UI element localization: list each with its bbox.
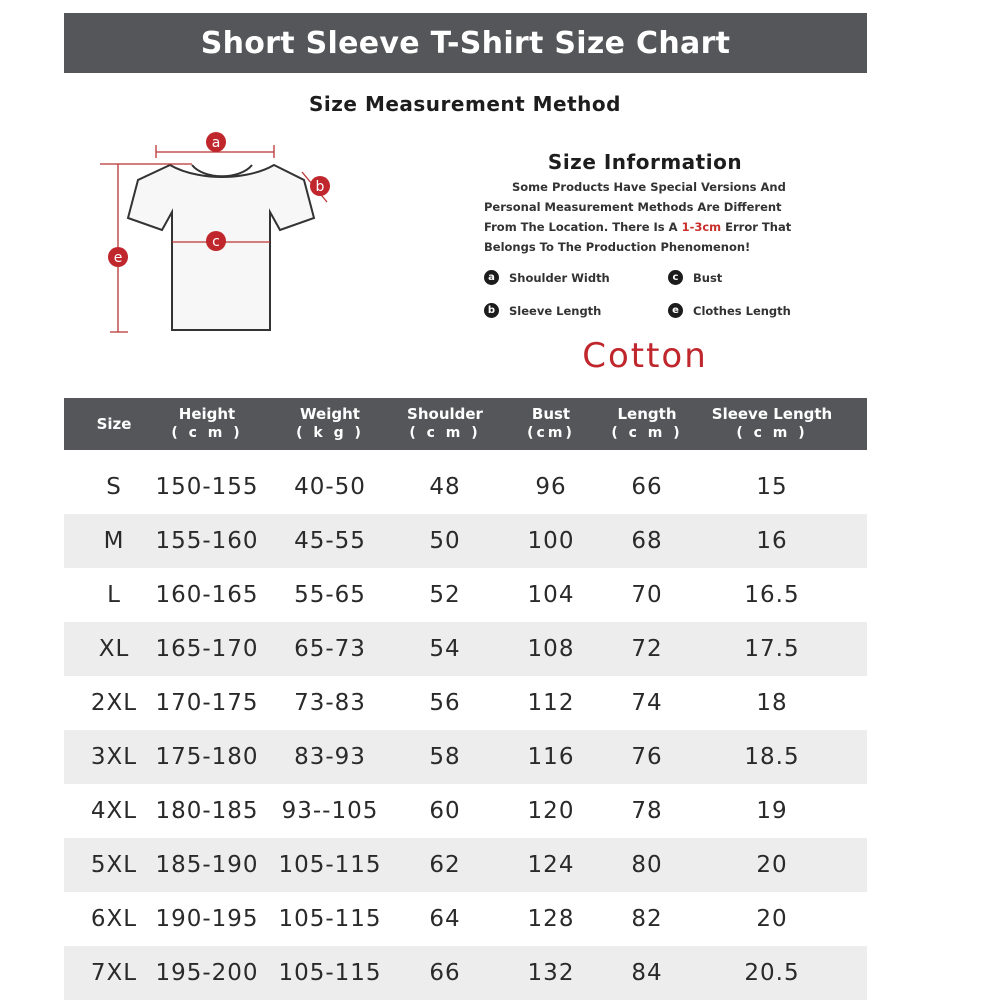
legend-sleeve-length: b Sleeve Length [484, 303, 601, 318]
table-cell: 16 [756, 528, 788, 554]
table-cell: 66 [429, 960, 461, 986]
size-information-title: Size Information [547, 150, 743, 174]
table-row [64, 946, 867, 1000]
column-header-sleeve-length: Sleeve Length ( c m ) [711, 405, 833, 441]
table-cell: 58 [429, 744, 461, 770]
table-cell: 105-115 [278, 906, 382, 932]
table-cell: 20 [756, 906, 788, 932]
legend-a-icon: a [484, 270, 499, 285]
table-cell: 66 [631, 474, 663, 500]
table-cell: 18 [756, 690, 788, 716]
table-row [64, 514, 867, 568]
table-cell: 150-155 [155, 474, 259, 500]
column-header-bust: Bust (cm) [527, 405, 575, 441]
table-cell: M [103, 528, 125, 554]
table-cell: 128 [527, 906, 575, 932]
legend-shoulder-width: a Shoulder Width [484, 270, 610, 285]
legend-e-icon: e [668, 303, 683, 318]
table-cell: 64 [429, 906, 461, 932]
table-cell: 45-55 [294, 528, 366, 554]
table-cell: 112 [527, 690, 575, 716]
table-cell: 124 [527, 852, 575, 878]
table-cell: 15 [756, 474, 788, 500]
table-cell: 82 [631, 906, 663, 932]
table-cell: 155-160 [155, 528, 259, 554]
table-cell: 65-73 [294, 636, 366, 662]
info-line-3: From The Location. There Is A 1-3cm Error That [484, 220, 792, 234]
chart-title: Short Sleeve T-Shirt Size Chart [200, 25, 731, 61]
table-cell: 76 [631, 744, 663, 770]
column-header-size: Size [96, 414, 132, 433]
material-label: Cotton [582, 336, 708, 376]
chart-title-banner [64, 13, 867, 73]
table-cell: 105-115 [278, 852, 382, 878]
table-cell: 185-190 [155, 852, 259, 878]
table-cell: 104 [527, 582, 575, 608]
table-cell: 116 [527, 744, 575, 770]
table-cell: 40-50 [294, 474, 366, 500]
info-line-1: Some Products Have Special Versions And [512, 180, 786, 194]
table-cell: S [106, 474, 122, 500]
table-cell: 5XL [90, 852, 138, 878]
table-row [64, 676, 867, 730]
size-table-header [64, 398, 867, 450]
table-cell: 83-93 [294, 744, 366, 770]
table-cell: XL [98, 636, 130, 662]
table-cell: 18.5 [744, 744, 800, 770]
table-cell: 100 [527, 528, 575, 554]
table-cell: 7XL [90, 960, 138, 986]
table-cell: 6XL [90, 906, 138, 932]
table-row [64, 568, 867, 622]
table-cell: 52 [429, 582, 461, 608]
column-header-shoulder: Shoulder ( c m ) [407, 405, 483, 441]
table-cell: 80 [631, 852, 663, 878]
legend-b-icon: b [484, 303, 499, 318]
table-cell: 3XL [90, 744, 138, 770]
table-row [64, 892, 867, 946]
marker-c-label: c [212, 234, 220, 250]
table-row [64, 622, 867, 676]
table-cell: 68 [631, 528, 663, 554]
table-cell: 73-83 [294, 690, 366, 716]
table-cell: 93--105 [281, 798, 379, 824]
table-cell: 55-65 [294, 582, 366, 608]
legend-clothes-length: e Clothes Length [668, 303, 791, 318]
table-cell: 74 [631, 690, 663, 716]
table-cell: 48 [429, 474, 461, 500]
table-cell: 19 [756, 798, 788, 824]
table-cell: 54 [429, 636, 461, 662]
table-cell: 165-170 [155, 636, 259, 662]
table-cell: 160-165 [155, 582, 259, 608]
info-line-4: Belongs To The Production Phenomenon! [484, 240, 751, 254]
table-cell: 175-180 [155, 744, 259, 770]
size-information-text [484, 177, 814, 257]
marker-a-label: a [211, 135, 221, 151]
table-cell: 170-175 [155, 690, 259, 716]
table-cell: 50 [429, 528, 461, 554]
column-header-weight: Weight ( k g ) [296, 405, 364, 441]
table-cell: 120 [527, 798, 575, 824]
error-range: 1-3cm [681, 220, 722, 234]
table-cell: 132 [527, 960, 575, 986]
marker-e-label: e [113, 250, 123, 266]
legend-bust: c Bust [668, 270, 722, 285]
table-cell: 108 [527, 636, 575, 662]
table-cell: 84 [631, 960, 663, 986]
tshirt-measurement-diagram [92, 120, 352, 350]
table-cell: 20.5 [744, 960, 800, 986]
table-cell: 72 [631, 636, 663, 662]
table-cell: 56 [429, 690, 461, 716]
table-cell: 180-185 [155, 798, 259, 824]
table-cell: 20 [756, 852, 788, 878]
legend-c-icon: c [668, 270, 683, 285]
table-cell: 78 [631, 798, 663, 824]
column-header-height: Height ( c m ) [171, 405, 243, 441]
table-cell: 195-200 [155, 960, 259, 986]
table-row [64, 460, 867, 514]
table-cell: 17.5 [744, 636, 800, 662]
table-cell: 96 [535, 474, 567, 500]
table-cell: 190-195 [155, 906, 259, 932]
table-row [64, 838, 867, 892]
table-row [64, 730, 867, 784]
table-cell: 105-115 [278, 960, 382, 986]
measurement-method-title: Size Measurement Method [309, 92, 621, 116]
table-cell: 16.5 [744, 582, 800, 608]
table-row [64, 784, 867, 838]
table-cell: 4XL [90, 798, 138, 824]
table-cell: 2XL [90, 690, 138, 716]
table-cell: 70 [631, 582, 663, 608]
table-cell: 62 [429, 852, 461, 878]
marker-b-label: b [315, 179, 325, 195]
table-cell: L [107, 582, 121, 608]
column-header-length: Length ( c m ) [611, 405, 683, 441]
table-cell: 60 [429, 798, 461, 824]
info-line-2: Personal Measurement Methods Are Different [484, 200, 782, 214]
